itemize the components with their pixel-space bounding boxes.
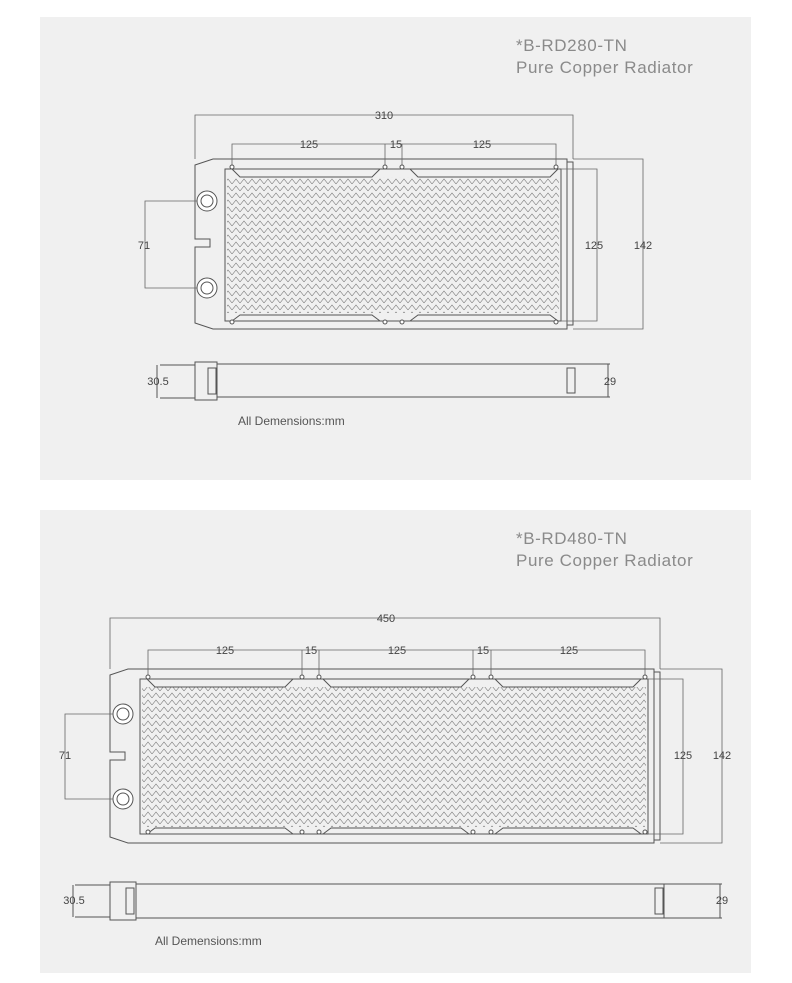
dim-fan-gap-1: 15 — [304, 645, 318, 657]
dim-port-spacing: 71 — [58, 750, 72, 762]
dim-overall-length: 450 — [376, 613, 396, 625]
outlet-port — [197, 278, 217, 298]
product-subtitle: Pure Copper Radiator — [516, 551, 694, 570]
units-note: All Demensions:mm — [238, 414, 345, 428]
dim-overall-length: 310 — [374, 110, 394, 122]
radiator-280-panel — [40, 17, 751, 480]
radiator-480-panel — [40, 510, 751, 973]
dim-core-thickness: 29 — [603, 376, 617, 388]
radiator-side-view — [157, 362, 610, 400]
radiator-top-view — [110, 669, 660, 843]
dim-fan-spacing-2: 125 — [472, 139, 492, 151]
radiator-480-drawing — [40, 510, 751, 973]
units-note: All Demensions:mm — [155, 934, 262, 948]
dim-overall-height: 142 — [712, 750, 732, 762]
dim-fan-spacing-1: 125 — [299, 139, 319, 151]
model-name: *B-RD480-TN — [516, 529, 628, 548]
outlet-port — [113, 789, 133, 809]
dim-overall-height: 142 — [633, 240, 653, 252]
product-subtitle: Pure Copper Radiator — [516, 58, 694, 77]
dim-fan-height: 125 — [673, 750, 693, 762]
dim-fan-gap-1: 15 — [389, 139, 403, 151]
radiator-top-view — [195, 159, 573, 329]
dim-fan-gap-2: 15 — [476, 645, 490, 657]
inlet-port — [197, 191, 217, 211]
dim-end-thickness: 30.5 — [63, 895, 85, 907]
dim-core-thickness: 29 — [715, 895, 729, 907]
dim-port-spacing: 71 — [137, 240, 151, 252]
dim-end-thickness: 30.5 — [147, 376, 169, 388]
dim-fan-spacing-1: 125 — [215, 645, 235, 657]
dim-fan-spacing-2: 125 — [387, 645, 407, 657]
model-name: *B-RD280-TN — [516, 36, 628, 55]
radiator-280-drawing — [40, 17, 751, 480]
dim-fan-height: 125 — [584, 240, 604, 252]
radiator-side-view — [73, 882, 722, 920]
dim-fan-spacing-3: 125 — [559, 645, 579, 657]
inlet-port — [113, 704, 133, 724]
